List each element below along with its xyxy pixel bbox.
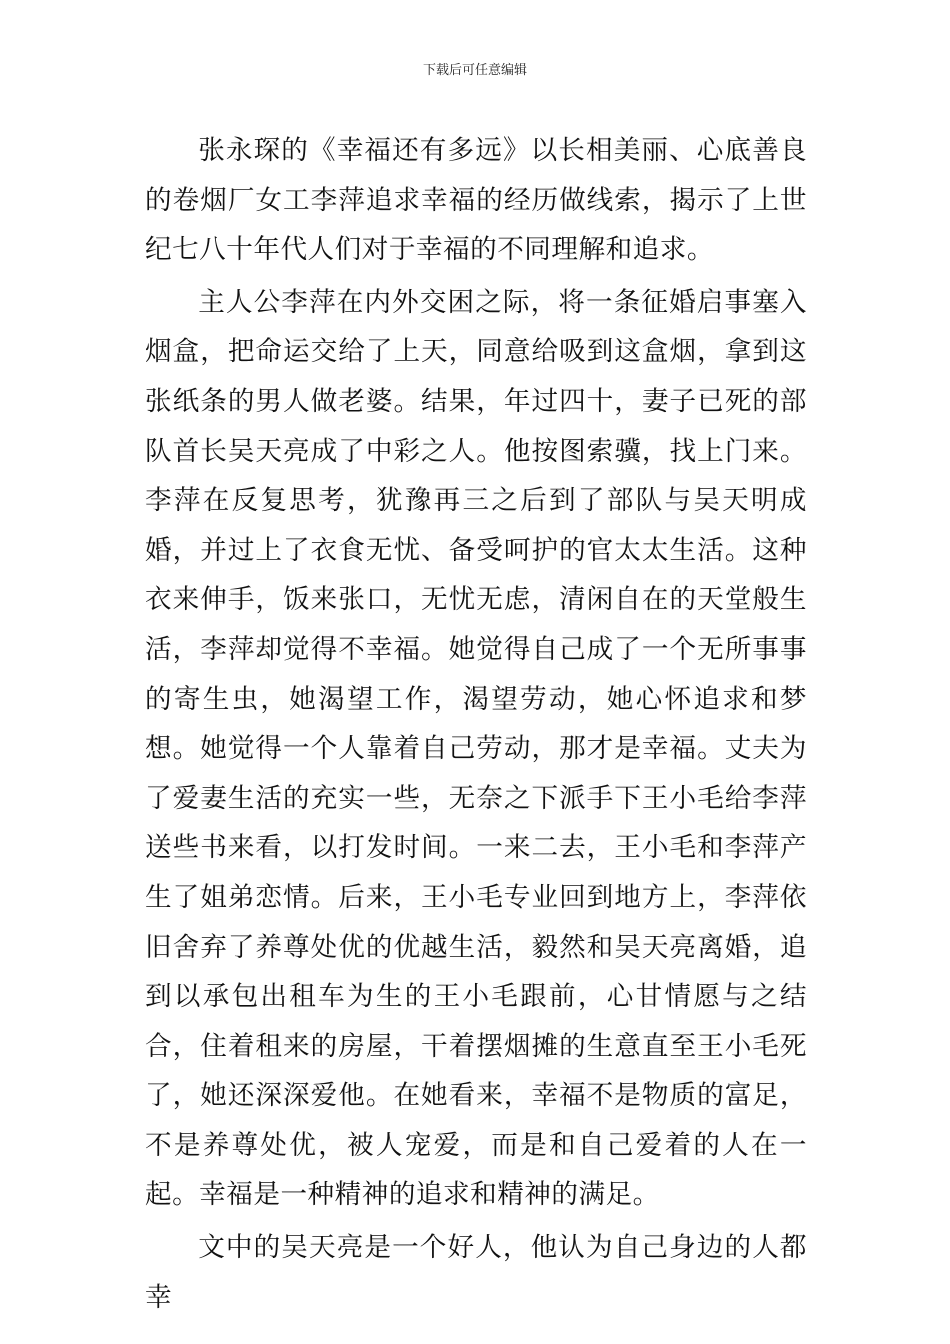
- paragraph: 文中的吴天亮是一个好人，他认为自己身边的人都幸: [145, 1232, 807, 1313]
- document-body: [145, 126, 807, 1322]
- paragraph: 主人公李萍在内外交困之际，将一条征婚启事塞入烟盒，把命运交给了上天，同意给吸到这盒烟，拿到这张纸条的男人做老婆。结果，年过四十，妻子已死的部队首长吴天亮成了中彩之人。他按图索骥，找上门来。李萍在反复思考，犹豫再三之后到了部队与吴天明成婚，并过上了衣食无忧、备受呵护的官太太生活。这种衣来伸手，饭来张口，无忧无虑，清闲自在的天堂般生活，李萍却觉得不幸福。她觉得自己成了一个无所事事的寄生虫，她渴望工作，渴望劳动，她心怀追求和梦想。她觉得一个人靠着自己劳动，那才是幸福。丈夫为了爱妻生活的充实一些，无奈之下派手下王小毛给李萍送些书来看，以打发时间。一来二去，王小毛和李萍产生了姐弟恋情。后来，王小毛专业回到地方上，李萍依旧舍弃了养尊处优的优越生活，毅然和吴天亮离婚，追到以承包出租车为生的王小毛跟前，心甘情愿与之结合，住着租来的房屋，干着摆烟摊的生意直至王小毛死了，她还深深爱他。在她看来，幸福不是物质的富足，不是养尊处优，被人宠爱，而是和自己爱着的人在一起。幸福是一种精神的追求和精神的满足。: [145, 286, 807, 1211]
- page-header-note: 下载后可任意编辑: [422, 63, 527, 78]
- paragraph: 张永琛的《幸福还有多远》以长相美丽、心底善良的卷烟厂女工李萍追求幸福的经历做线索，揭示了上世纪七八十年代人们对于幸福的不同理解和追求。: [145, 135, 807, 266]
